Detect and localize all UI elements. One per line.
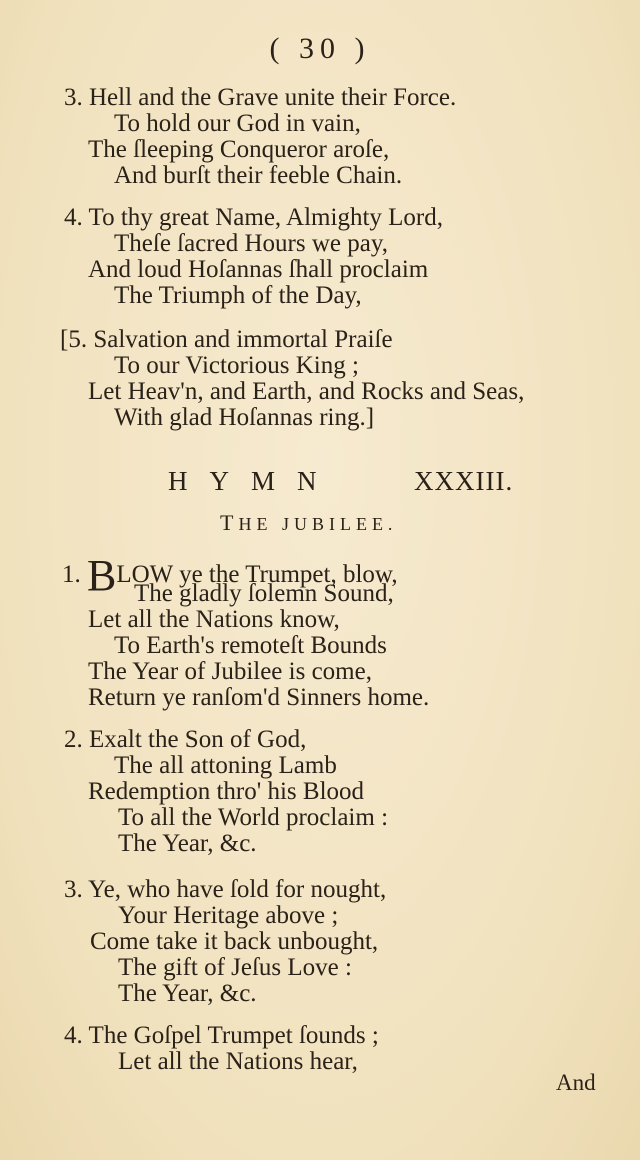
stanza-number: 1. [62,561,81,588]
verse-line: Your Heritage above ; [118,902,339,929]
hymn-subtitle [220,510,397,536]
verse-line: To our Victorious King ; [114,352,359,379]
verse-line: Return ye ranſom'd Sinners home. [88,684,430,711]
catchword: And [556,1070,596,1095]
verse-text: LOW ye the Trumpet, blow, [116,561,398,588]
verse-line: The Triumph of the Day, [114,282,362,309]
drop-cap: B [87,551,117,600]
verse-line: The gladly ſolemn Sound, [134,580,394,607]
verse-line: And burſt their feeble Chain. [114,162,403,189]
verse-line: Let Heav'n, and Earth, and Rocks and Seas, [88,378,525,405]
hymn-heading-number: XXXIII. [414,466,514,496]
verse-line: Let all the Nations hear, [118,1048,358,1075]
subtitle-initial: T [220,510,239,535]
verse-line: 3. Ye, who have ſold for nought, [64,876,387,903]
verse-line: Come take it back unbought, [90,928,379,955]
verse-line: The Year, &c. [118,980,257,1007]
verse-line: To Earth's remoteſt Bounds [114,632,387,659]
subtitle-rest: HE JUBILEE. [238,514,398,534]
verse-line: Theſe ſacred Hours we pay, [114,230,388,257]
verse-line: The gift of Jeſus Love : [118,954,352,981]
verse-line: And loud Hoſannas ſhall proclaim [88,256,429,283]
verse-line: 4. To thy great Name, Almighty Lord, [64,204,443,231]
verse-line: The all attoning Lamb [114,752,337,779]
verse-line: The Year of Jubilee is come, [88,658,372,685]
verse-line: The Year, &c. [118,830,257,857]
verse-line: 4. The Goſpel Trumpet ſounds ; [64,1022,379,1049]
verse-line: With glad Hoſannas ring.] [114,404,375,431]
verse-line: The ſleeping Conqueror aroſe, [88,136,390,163]
hymn-heading-word: HYMN [168,466,339,496]
verse-line: 2. Exalt the Son of God, [64,726,307,753]
page-number: ( 30 ) [269,32,371,65]
verse-line: 3. Hell and the Grave unite their Force. [64,84,457,111]
verse-line: Redemption thro' his Blood [88,778,365,805]
verse-line: [5. Salvation and immortal Praiſe [60,326,393,353]
verse-line: To all the World proclaim : [118,804,389,831]
verse-line: To hold our God in vain, [114,110,361,137]
verse-line: Let all the Nations know, [88,606,340,633]
hymn-heading [168,466,548,497]
